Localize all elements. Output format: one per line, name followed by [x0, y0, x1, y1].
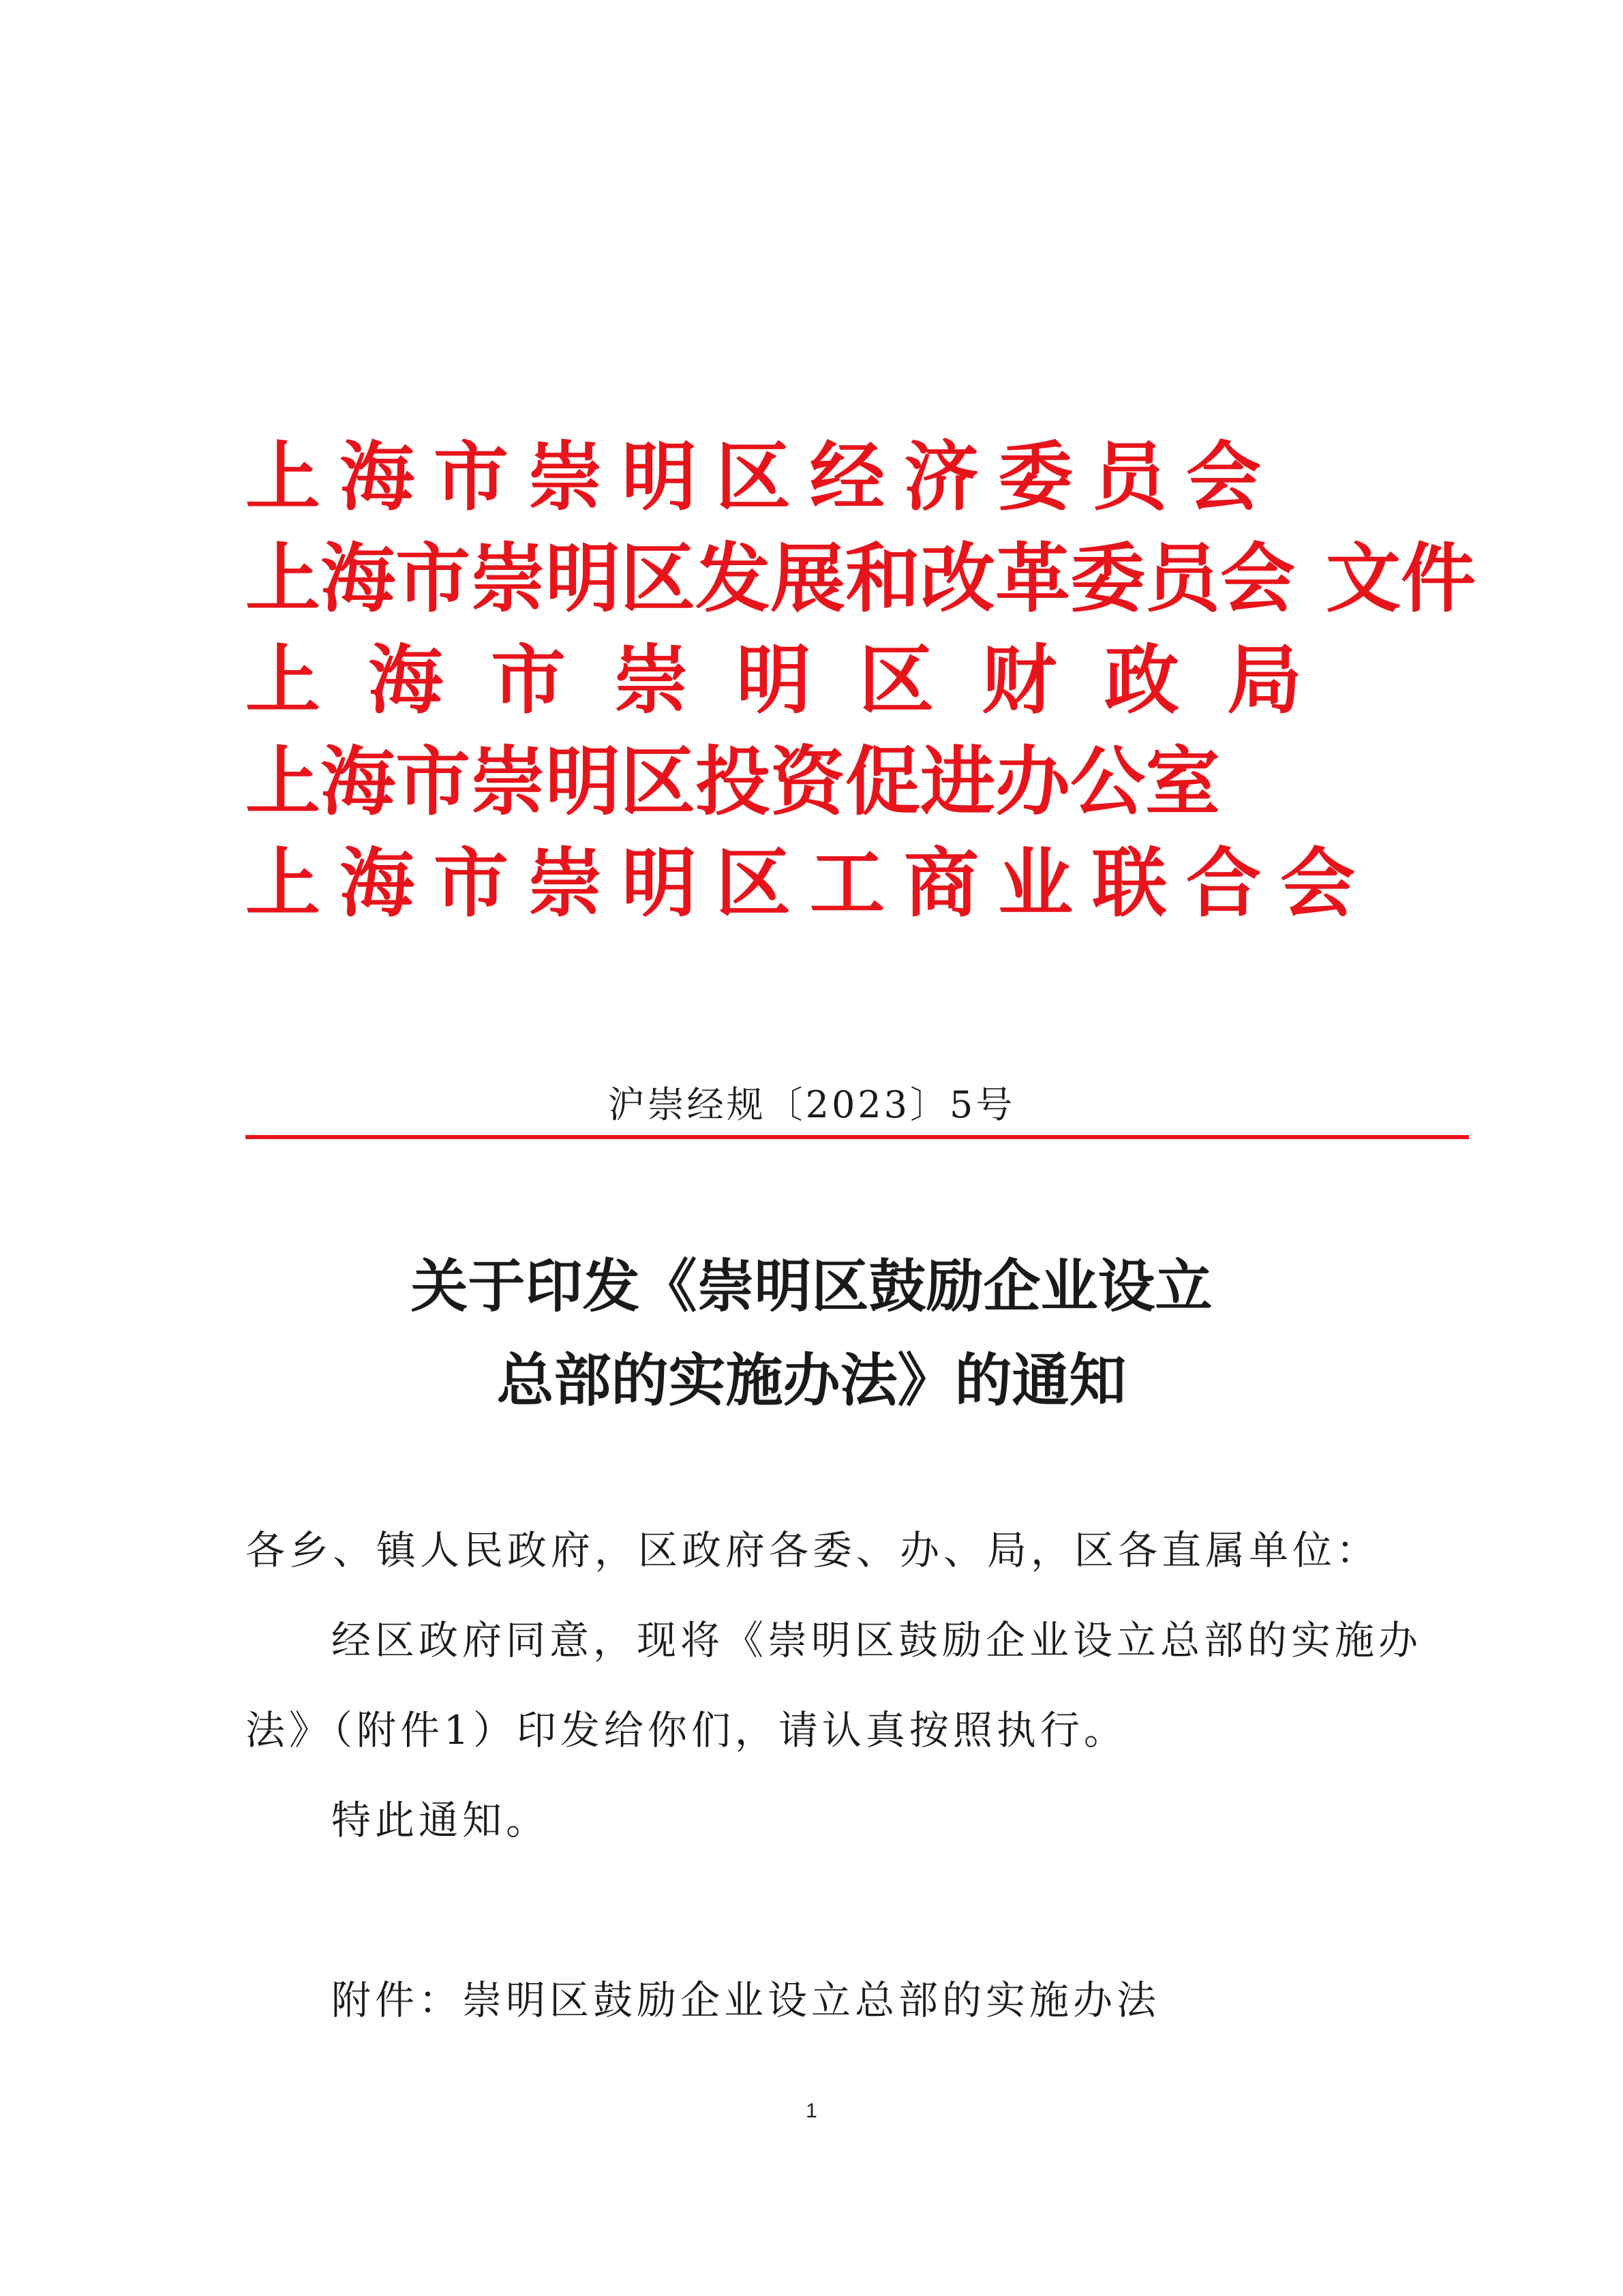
spacer — [245, 1865, 1466, 1955]
document-number: 沪崇经规〔2023〕5号 — [607, 1083, 1016, 1126]
file-label: 文件 — [1326, 534, 1476, 622]
issuer-economic-committee: 上海市崇明区经济委员会 — [245, 433, 1280, 521]
addressee-line: 各乡、镇人民政府，区政府各委、办、局，区各直属单位： — [245, 1527, 1380, 1573]
issuer-industry-commerce-federation: 上海市崇明区工商业联合会 — [245, 839, 1374, 927]
issuer-finance-bureau: 上海市崇明区财政局 — [245, 636, 1350, 724]
page-number: 1 — [806, 2100, 817, 2122]
issuer-list — [245, 426, 1374, 934]
title-line-1: 关于印发《崇明区鼓励企业设立 — [410, 1252, 1213, 1320]
attachment-line: 附件：崇明区鼓励企业设立总部的实施办法 — [331, 1977, 1161, 2023]
document-body — [245, 1505, 1466, 2045]
closing-line: 特此通知。 — [331, 1797, 550, 1843]
issuer-header — [245, 426, 1486, 934]
issuer-development-reform-committee: 上海市崇明区发展和改革委员会 — [245, 534, 1295, 622]
issuer-investment-promotion-office: 上海市崇明区投资促进办公室 — [245, 738, 1220, 826]
paragraph-1-line-1: 经区政府同意，现将《崇明区鼓励企业设立总部的实施办 — [331, 1617, 1423, 1663]
title-line-2: 总部的实施办法》的通知 — [496, 1346, 1127, 1414]
document-title — [0, 1239, 1623, 1428]
paragraph-1-line-2: 法》（附件1）印发给你们，请认真按照执行。 — [245, 1707, 1127, 1753]
red-divider — [245, 1135, 1469, 1139]
